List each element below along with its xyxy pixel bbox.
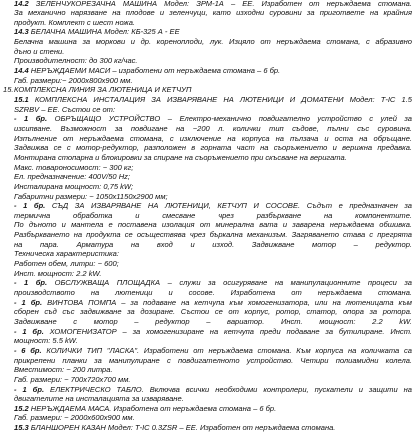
text-line [14, 220, 412, 230]
text-line [14, 278, 412, 288]
text-segment: ЗЕЛЕНЧУКОРЕЗАЧНА МАШИНА [35, 0, 158, 8]
text-segment: Модел: КБ-325 А - ЕЕ [102, 27, 180, 37]
text-line [14, 346, 412, 356]
text-line [14, 153, 412, 163]
text-segment: Техническа характеристика: [14, 249, 119, 259]
text-segment: КОМПЛЕКСНА ЛИНИЯ ЗА ЛЮТЕНИЦА И КЕТЧУП [14, 85, 192, 95]
text-line [14, 385, 412, 395]
item-number: 15.2 [14, 403, 31, 413]
text-segment: Задвижва се с мотор-редуктор, разположен в горната част на съоръжението и верижна предавка. [14, 143, 412, 153]
text-line [14, 56, 412, 66]
text-segment: мощност: 5.5 kW. [14, 336, 78, 346]
item-number: - 1 бр. [14, 278, 55, 288]
text-segment: Габ. размери: ~ 2000x600x900 мм. [14, 413, 135, 423]
text-line [14, 18, 412, 28]
text-segment: прикрепени планки за манипулиране с повдигателното устройство. Четири полиамидни колела. [14, 355, 412, 365]
text-segment: продукт. Комплект с шест ножа. [14, 17, 135, 27]
text-segment: Ел. предназначение: 400V/50 Hz; [14, 172, 131, 182]
text-segment: . Съдът е предназначен за [298, 201, 413, 211]
text-line [14, 317, 412, 327]
text-segment: . Изработени от неръждаема стомана. Към корпуса на количката са [137, 345, 412, 355]
text-line [14, 327, 412, 337]
item-number: 15.3 [14, 423, 31, 433]
text-segment: БЛАНШОРЕН КАЗАН [30, 423, 106, 433]
text-segment: производството на лютеници и сосове. Изработена от неръждаема стомана. [14, 288, 412, 297]
text-segment: БЕЛАЧНА МАШИНА [30, 27, 103, 37]
text-segment: По дъното и мантела е поставена изолация от минерална вата и заварена неръждаема обшивка. [14, 220, 412, 230]
text-segment: Габ. размери:~ 2000x800x900 мм. [14, 75, 133, 85]
text-line [14, 394, 412, 404]
text-line [14, 134, 412, 144]
text-line [14, 423, 412, 433]
text-line [14, 356, 412, 366]
text-line [14, 124, 412, 134]
item-number: 14.3 [14, 27, 31, 37]
text-segment: За механично нарязване на плодове и зеленчуци, като изходни суровини за пригответе на крайния [14, 8, 412, 18]
item-number: - 1 бр. [14, 384, 51, 394]
text-line [14, 172, 412, 182]
text-segment: Инсталирана мощност: 0,75 kW; [14, 181, 134, 191]
text-segment: – Електро-механично повдигателно устройство с улей за [160, 114, 413, 124]
item-number: - 1 бр. [14, 201, 52, 211]
item-number: - 1 бр. [14, 114, 55, 124]
text-line [14, 163, 412, 173]
text-line [14, 8, 412, 18]
text-segment: Белачна машина за моркови и др. кореноплоди, лук. Изцяло от неръждаема стомана, с абразивно [14, 37, 412, 47]
item-number: 15.1 [14, 95, 35, 104]
text-line [14, 413, 412, 423]
text-segment: Производителност: до 300 кг/час. [14, 56, 138, 66]
text-segment: ОБСЛУЖВАЩА ПЛОЩАДКА [54, 278, 161, 288]
text-line [14, 365, 412, 375]
text-segment: Модел: Т-IC 0.3ZSR – ЕЕ. Изработен от неръждаема стомана. [105, 423, 336, 433]
text-segment: Габаритни размери: ~ 1050x1150x2900 мм; [14, 191, 168, 201]
text-line [14, 240, 412, 250]
text-line [14, 0, 412, 8]
text-line [14, 298, 412, 308]
text-segment: Задвижване с мотор – редуктор – вариатор. Инст. мощност: 2.2 kW. [14, 316, 412, 326]
text-segment: КОЛИЧКИ ТИП "ЛАСКА" [46, 345, 138, 355]
text-segment: дъно и стени. [14, 46, 65, 56]
text-segment: Изпълнение от неръждаема стомана, с изключение на корпуса на пълзача и оста на обръщане. [14, 133, 412, 143]
text-segment: ОБРЪЩАЩО УСТРОЙСТВО [54, 114, 161, 124]
text-segment: НЕРЪЖДАЕМИ МАСИ – изработени от неръждаема стомана – 6 бр. [30, 66, 281, 76]
item-number: - 6 бр. [14, 345, 47, 355]
text-segment: Работен обем, литри: ~ 600; [14, 259, 119, 269]
text-line [14, 105, 412, 115]
text-segment: . Изработена от неръждаема стомана – 6 бр. [109, 403, 277, 413]
text-line [14, 269, 412, 279]
text-line [14, 182, 412, 192]
text-segment: сборен съд със задвижване за дозиране. Състои се от корпус, ротор, статор, опора за ротора. [14, 307, 412, 317]
text-line [14, 192, 412, 202]
text-line [14, 230, 412, 240]
text-line [14, 404, 412, 414]
text-segment: Разбъркването на продукта се осъществява чрез бъркална механизъм. Загряването става с прегрята [14, 230, 412, 240]
text-line [14, 211, 412, 221]
text-segment: термична обработка и смесване чрез разбъркване на компонентите. [14, 210, 412, 220]
text-segment: СЪД ЗА ИЗВАРЯВАНЕ НА ЛЮТЕНИЦИ, КЕТЧУП И СОСОВЕ [51, 201, 299, 211]
text-segment: – за хомогенизиране на кетчупа преди подаване за бутилиране. Инст. [116, 326, 412, 336]
text-line [14, 114, 412, 124]
text-segment: на пара. Арматура на вход и изход. Задвижване мотор – редуктор. [14, 239, 412, 249]
text-segment: – за подаване на кетчупа към хомогенизатора, или на лютеницата към [116, 297, 412, 307]
item-number: - 1 бр. [14, 326, 50, 336]
text-line [14, 27, 412, 37]
text-segment: ЕЛЕКТРИЧЕСКО ТАБЛО [50, 384, 142, 394]
text-segment: Габ. размери: ~ 700x720x700 мм. [14, 374, 131, 384]
text-segment: КОМПЛЕКСНА ИНСТАЛАЦИЯ ЗА ИЗВАРЯВАНЕ НА ЛЮТЕНИЦИ И ДОМАТЕНИ Модел: Т-IC 1.5 [34, 95, 412, 104]
text-line [14, 307, 412, 317]
text-segment: Модел: ЗРМ-1А – ЕЕ. Изработен от неръждаема стомана. [157, 0, 412, 8]
text-line [14, 76, 412, 86]
text-segment: двигателите на инсталацията за изваряване. [14, 394, 184, 404]
text-segment: Макс. товароносимост: ~ 300 кг; [14, 162, 134, 172]
text-line [14, 143, 412, 153]
text-line [14, 201, 412, 211]
item-number: - 1 бр. [14, 297, 48, 307]
text-segment: – служи за осигуряване на манипулационните процеси за [160, 278, 412, 288]
text-line [14, 37, 412, 47]
text-line [14, 288, 412, 298]
text-line [14, 66, 412, 76]
text-segment: ВИНТОВА ПОМПА [47, 297, 117, 307]
text-segment: SZRBV – ЕЕ. Състои се от: [14, 104, 116, 114]
section-number: 15. [3, 85, 14, 95]
text-segment: . Включва всички необходими контролери, пускатели и защити на [141, 384, 412, 394]
text-line [14, 336, 412, 346]
text-segment: Монтирана стопарна и блокировки за спиране на съоръжението при скъсване на веригата. [14, 152, 347, 162]
text-line [14, 375, 412, 385]
item-number: 14.2 [14, 0, 36, 8]
text-segment: изсипване. Възможност за повдигане на ~200 л. колички тип съдове, пълни със суровина. [14, 123, 412, 133]
text-line [14, 47, 412, 57]
text-segment: НЕРЪЖДАЕМА МАСА [30, 403, 110, 413]
item-number: 14.4 [14, 66, 31, 76]
text-line [14, 95, 412, 105]
text-segment: ХОМОГЕНИЗАТОР [49, 326, 117, 336]
text-line [14, 249, 412, 259]
text-segment: Вместимост: ~ 200 литра. [14, 365, 113, 375]
text-line [14, 259, 412, 269]
text-line [14, 85, 412, 95]
text-segment: Инст. мощност: 2.2 kW. [14, 268, 102, 278]
